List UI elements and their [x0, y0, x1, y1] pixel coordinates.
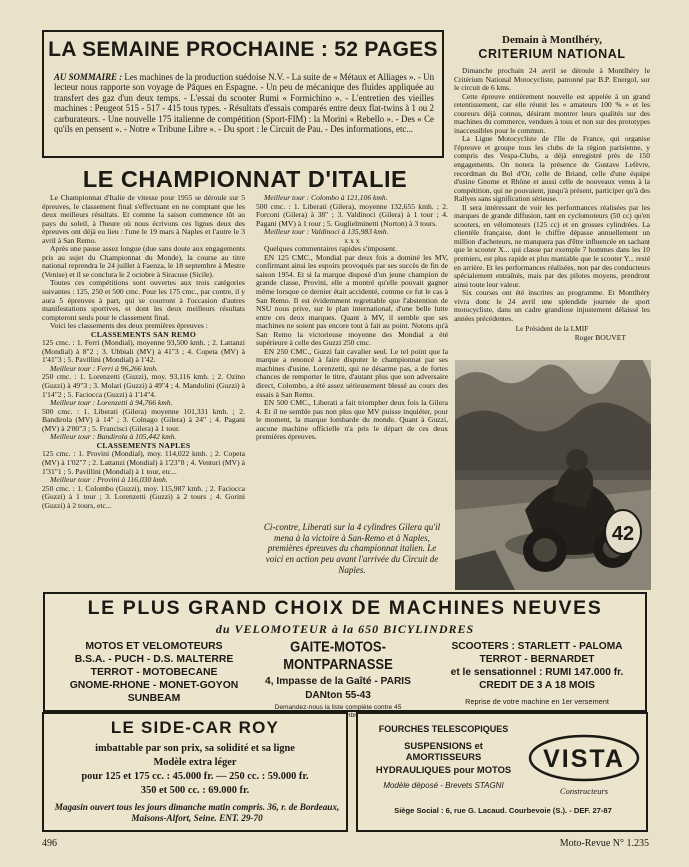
article-paragraph: Meilleur tour : Valdinoci à 135,983 kmh. [264, 227, 389, 237]
criterium-body [454, 67, 650, 323]
vista-siege: Siège Social : 6, rue G. Lacaud. Courbevoie (S.). - DEF. 27-87 [394, 806, 612, 815]
article-paragraph: Après une pause assez longue (due sans doute aux engagements pris au sujet du Championnat du Monde), la course au titre national reprendra le 24 juillet à Faenza, le 18 septembre à Mestre (Venise) et il se conclura le 2 octobre à Siracuse (Sicile). [42, 244, 245, 279]
vista-line3: HYDRAULIQUES pour MOTOS [375, 764, 512, 775]
ad-vista [356, 712, 648, 832]
article-paragraph: CLASSEMENTS SAN REMO [90, 329, 197, 339]
article-paragraph: 500 cmc. : 1. Liberati (Gilera) moyenne 101,331 kmh. ; 2. Bandirola (MV) à 14" ; 3. Colnago (Gilera) à 24" ; 4. Pagani (MV) à 2'00"3 ; 5. Francisci (Gilera) à 1 tour. [42, 406, 245, 433]
ad-side-car-roy [42, 712, 348, 832]
article-paragraph: Meilleur tour : Colombo à 121,106 kmh. [264, 194, 388, 202]
article-paragraph: 125 cmc. : 1. Provini (Mondial), moy. 114,022 kmh. ; 2. Copeta (MV) à 1'02"7 ; 2. Lattanzi (Mondial) à 1'23"8 ; 4. Venturi (MV) à 1'31"1 ; 5. Pavillini (Mondial) à 1 tour, etc... [42, 449, 245, 476]
vista-line2: SUSPENSIONS et AMORTISSEURS [404, 740, 483, 762]
left-line: TERROT - MOTOBECANE [90, 667, 218, 678]
article-paragraph: Meilleur tour : Provini à 116,030 kmh. [50, 475, 168, 485]
left-line: B.S.A. - PUCH - D.S. MALTERRE [74, 654, 234, 665]
championnat-column-1 [42, 194, 245, 590]
semaine-title: LA SEMAINE PROCHAINE : 52 PAGES [48, 38, 438, 61]
magazine-ref: Moto-Revue N° 1.235 [559, 838, 649, 849]
bike-number: 42 [611, 523, 635, 545]
article-paragraph: Meilleur tour : Lorenzetti à 94,766 kmh. [50, 398, 173, 408]
semaine-sommaire [54, 72, 434, 134]
center-note: Demandez-nous la liste complète contre 45 timbres [274, 704, 402, 719]
photo-caption: Ci-contre, Liberati sur la 4 cylindres Gilera qu'il mena à la victoire à San-Remo et à Naples, premières épreuves du championnat italien. Le voici en action peu avant l'arrivée du Circuit de Naples. [263, 522, 441, 575]
center-address: 4, Impasse de la Gaîté - PARIS [265, 676, 411, 687]
vista-logo: VISTA [543, 745, 625, 773]
sidecar-footer: Magasin ouvert tous les jours dimanche matin compris. 36, r. de Bordeaux, Maisons-Alfort, Seine. ENT. 29-70 [54, 802, 340, 823]
criterium-paragraph: Il sera intéressant de voir les performances réalisées par les marques de grande diffusion, tant en cyclomoteurs (50 cc) qu'en scooters, en vélomoteurs (125 cc) et en grosses cylindrées. La clientèle française, dont le chiffre dépasse annuellement un million d'acheteurs, ne manquera pas d'être influencée en sachant que le scooter X... qui classe par exemple 7 hommes dans les 10 premiers, est plus rapide et plus maniable que le scooter Y... resté en arrière. Et les performances réalisées, non par des conducteurs spécialement entraînés, mais par des pilotes moyens, prendront ainsi toute leur valeur. [454, 202, 650, 289]
page-number: 496 [42, 838, 57, 849]
vista-logo-oval [528, 734, 640, 782]
article-paragraph: 250 cmc. : 1. Lorenzetti (Guzzi), moy. 93,116 kmh. ; 2. Ozino (Guzzi) à 49"3 ; 3. Molari (Guzzi) à 49"4 ; 4. Mandolini (Guzzi) à 1'14"2 ; 5. Faciocca (Guzzi) à 1'14"4. [42, 372, 245, 399]
race-photo [455, 360, 651, 590]
ad-plus-grand-choix [43, 592, 647, 719]
sommaire-text: Les machines de la production suédoise N.V. - La suite de « Métaux et Alliages ». - Un lecteur nous rapporte son voyage de Pâques en Espagne. - Un peu de mécanique des fluides appliquée au transfert des gaz d'un deux temps. - L'essai du scooter Rumi « Formichino ». - L'entretien des vieilles machines : Peugeot 515 - 517 - 415 tous types. - Résultats d'essais comparés entre deux flat-twins à 1 ou 2 carburateurs. - Une nouvelle 175 italienne de compétition (Sport-FIM) : la Morini « Rebello ». - Des « Ce qu'ils en pensent ». - Notre « Tribune Libre ». - Du sport : le Circuit de Pau. - Des informations, etc... [54, 72, 435, 135]
criterium-sig-name: Roger BOUVET [574, 333, 626, 343]
article-paragraph: 125 cmc. : 1. Ferri (Mondial), moyenne 93,500 kmh. ; 2. Lattanzi (Mondial) à 8"2 ; 3. Ubbiali (MV) à 41"3 ; 4. Copeta (MV) à 1'41"3 ; 5. Pavillini (Mondial) à 1'42. [42, 338, 245, 365]
championnat-column-2 [256, 194, 448, 519]
article-paragraph: Le Championnat d'Italie de vitesse pour 1955 se déroule sur 5 épreuves, le classement final s'effectuant en ne comptant que les deux meilleurs résultats. Et comme la saison commence tôt au pays du soleil, à l'heure où nous écrivons ces lignes deux des épreuves ont déjà eu lieu : l'une le 19 mars à Naples et l'autre le 3 avril à San Remo. [42, 194, 245, 245]
article-paragraph: Toutes ces compétitions sont ouvertes aux trois catégories suivantes : 125, 250 et 500 cmc. Pour les 175 cmc., par contre, il y aura 5 épreuves à part, qui se courront à l'occasion d'autres manifestations sportives, et dont les deux meilleurs résultats compteront seuls pour le classement final. [42, 278, 245, 322]
ad-choix-subtitle: du VELOMOTEUR à la 650 BICYLINDRES [215, 622, 475, 636]
criterium-paragraph: Cette épreuve entièrement nouvelle est appelée à un grand retentissement, car elle réunit les « amateurs 100 % » et les coureurs déjà connus, désirant montrer leurs qualités sur des machines du commerce, vendues à tous et non sur des prototypes inaccessibles pour le commun. [454, 91, 650, 135]
article-paragraph: 500 cmc. : 1. Liberati (Gilera), moyenne 132,655 kmh. ; 2. Forconi (Gilera) à 38" ; 3. Valdinoci (Gilera) à 1 tour ; 4. Pagani (MV) à 1 tour ; 5. Guglielminetti (Norton) à 3 tours. [256, 201, 448, 228]
vista-line4: Modèle déposé - Brevets STAGNI [383, 781, 504, 790]
article-paragraph: Voici les classements des deux premières épreuves : [50, 321, 208, 331]
article-paragraph: CLASSEMENTS NAPLES [96, 440, 191, 450]
article-paragraph: EN 500 CMC., Liberati a fait triompher deux fois la Gilera 4. Et il ne semble pas non plus que MV puisse inquiéter, pour le moment, la marque lombarde du monde. Quant à Guzzi, aucune machine officielle n'a pris le départ de ces deux premières épreuves. [256, 398, 448, 442]
right-line: TERROT - BERNARDET [479, 654, 595, 665]
ad-choix-left [59, 640, 249, 705]
right-note: Reprise de votre machine en 1er versement [465, 697, 609, 706]
criterium-kicker: Demain à Montlhéry, [502, 34, 602, 46]
sidecar-title: LE SIDE-CAR ROY [110, 718, 280, 737]
criterium-sig-role: Le Président de la LMIF [515, 324, 589, 334]
center-title: GAITE-MOTOS-MONTPARNASSE [283, 637, 393, 673]
right-line: SCOOTERS : STARLETT - PALOMA [451, 641, 623, 652]
criterium-title: CRITERIUM NATIONAL [478, 47, 626, 61]
sidecar-body [44, 742, 346, 798]
vista-logo-wrap [528, 734, 640, 782]
sidecar-line: 350 et 500 cc. : 69.000 fr. [140, 785, 250, 796]
criterium-paragraph: La Ligue Motocycliste de l'Ile de France, qui organise l'épreuve et groupe tous les clubs de la région parisienne, y compris des Vespa-Clubs, a déjà enregistré près de 150 engagements. On notera la présence de Gustave Lefèvre, recordman du Bol d'Or, celle de Briand, celle d'une équipe d'usine Gnome et Rhône et aussi celle de nouveaux venus à la compétition, qui ne pouvaient, jusqu'à présent, participer qu'à des Rallyes sans signification sérieuse. [454, 134, 650, 204]
article-paragraph: Meilleur tour : Ferri à 96,266 kmh. [50, 363, 158, 373]
criterium-article [454, 34, 650, 342]
sommaire-label: AU SOMMAIRE : [54, 72, 123, 82]
right-line: et le sensationnel : RUMI 147.000 fr. [450, 667, 624, 678]
left-line: MOTOS ET VELOMOTEURS [85, 641, 223, 652]
vista-left [366, 724, 521, 790]
ad-choix-center [248, 637, 428, 720]
vista-constructeurs: Constructeurs [559, 786, 609, 796]
sidecar-line: Modèle extra léger [153, 757, 237, 768]
race-photo-image [455, 360, 651, 590]
ad-choix-right [431, 640, 643, 708]
sidecar-line: imbattable par son prix, sa solidité et sa ligne [95, 743, 295, 754]
center-phone: DANton 55-43 [305, 690, 371, 701]
article-paragraph: 250 cmc. : 1. Colombo (Guzzi), moy. 115,987 kmh. ; 2. Faciocca (Guzzi) à 1 tour ; 3. Lorenzetti (Guzzi) à 2 tours ; 4. Gorini (Guzzi) à 2 tours, etc... [42, 483, 245, 510]
article-paragraph: Meilleur tour : Bandirola à 105,442 kmh. [50, 432, 177, 442]
criterium-paragraph: Dimanche prochain 24 avril se déroule à Montlhéry le Critérium National Motocycliste, patronné par B.P. Energol, sur le circuit de 6 kms. [454, 67, 650, 93]
article-paragraph: EN 250 CMC., Guzzi fait cavalier seul. Le tel point que la marque a renoncé à faire disputer le championnat par ses machines d'usine. Lorenzetti, qui ne désarme pas, a de fortes chances de remporter le titre, d'autant plus que son adversaire direct, Colombo, a été assez sérieusement blessé au cours des essais à San Remo. [256, 346, 448, 399]
article-paragraph: EN 125 CMC., Mondial par deux fois a dominé les MV, confirmant ainsi les espoirs provoqués par ses succès de fin de saison 1954. Et si la marque disposé d'un jeune champion de grande classe, Provini, elle a montré qu'elle pouvait gagner même lorsque ce dernier était accidenté, comme ce fut le cas à San Remo. Il est évidemment regrettable que l'abstention de NSU nous prive, sur le plan international, d'une belle lutte entre ces deux marques. Quant à MV, il semble que ses machines ne soient pas encore tout à fait au point. Notons qu'à San Remo la victorieuse moyenne des Mondial a été supérieure à celle des Guzzi 250 cmc. [256, 252, 448, 348]
vista-line1: FOURCHES TELESCOPIQUES [378, 724, 509, 734]
ad-choix-title: LE PLUS GRAND CHOIX DE MACHINES NEUVES [87, 597, 603, 619]
article-paragraph: x x x [344, 235, 360, 245]
semaine-box [42, 30, 444, 158]
championnat-title: LE CHAMPIONNAT D'ITALIE [82, 166, 408, 192]
left-line: SUNBEAM [127, 693, 181, 704]
article-paragraph: Quelques commentaires rapides s'imposent. [264, 244, 397, 254]
right-line: CREDIT DE 3 A 18 MOIS [479, 680, 595, 691]
sidecar-line: pour 125 et 175 cc. : 45.000 fr. — 250 cc. : 59.000 fr. [81, 771, 309, 782]
left-line: GNOME-RHONE - MONET-GOYON [69, 680, 239, 691]
criterium-paragraph: Six courses ont été inscrites au programme. Et Montlhéry vivra donc le 24 avril une splendide journée de sport motocycliste, dans un cadre grandiose injustement délaissé les années précédentes. [454, 288, 650, 323]
